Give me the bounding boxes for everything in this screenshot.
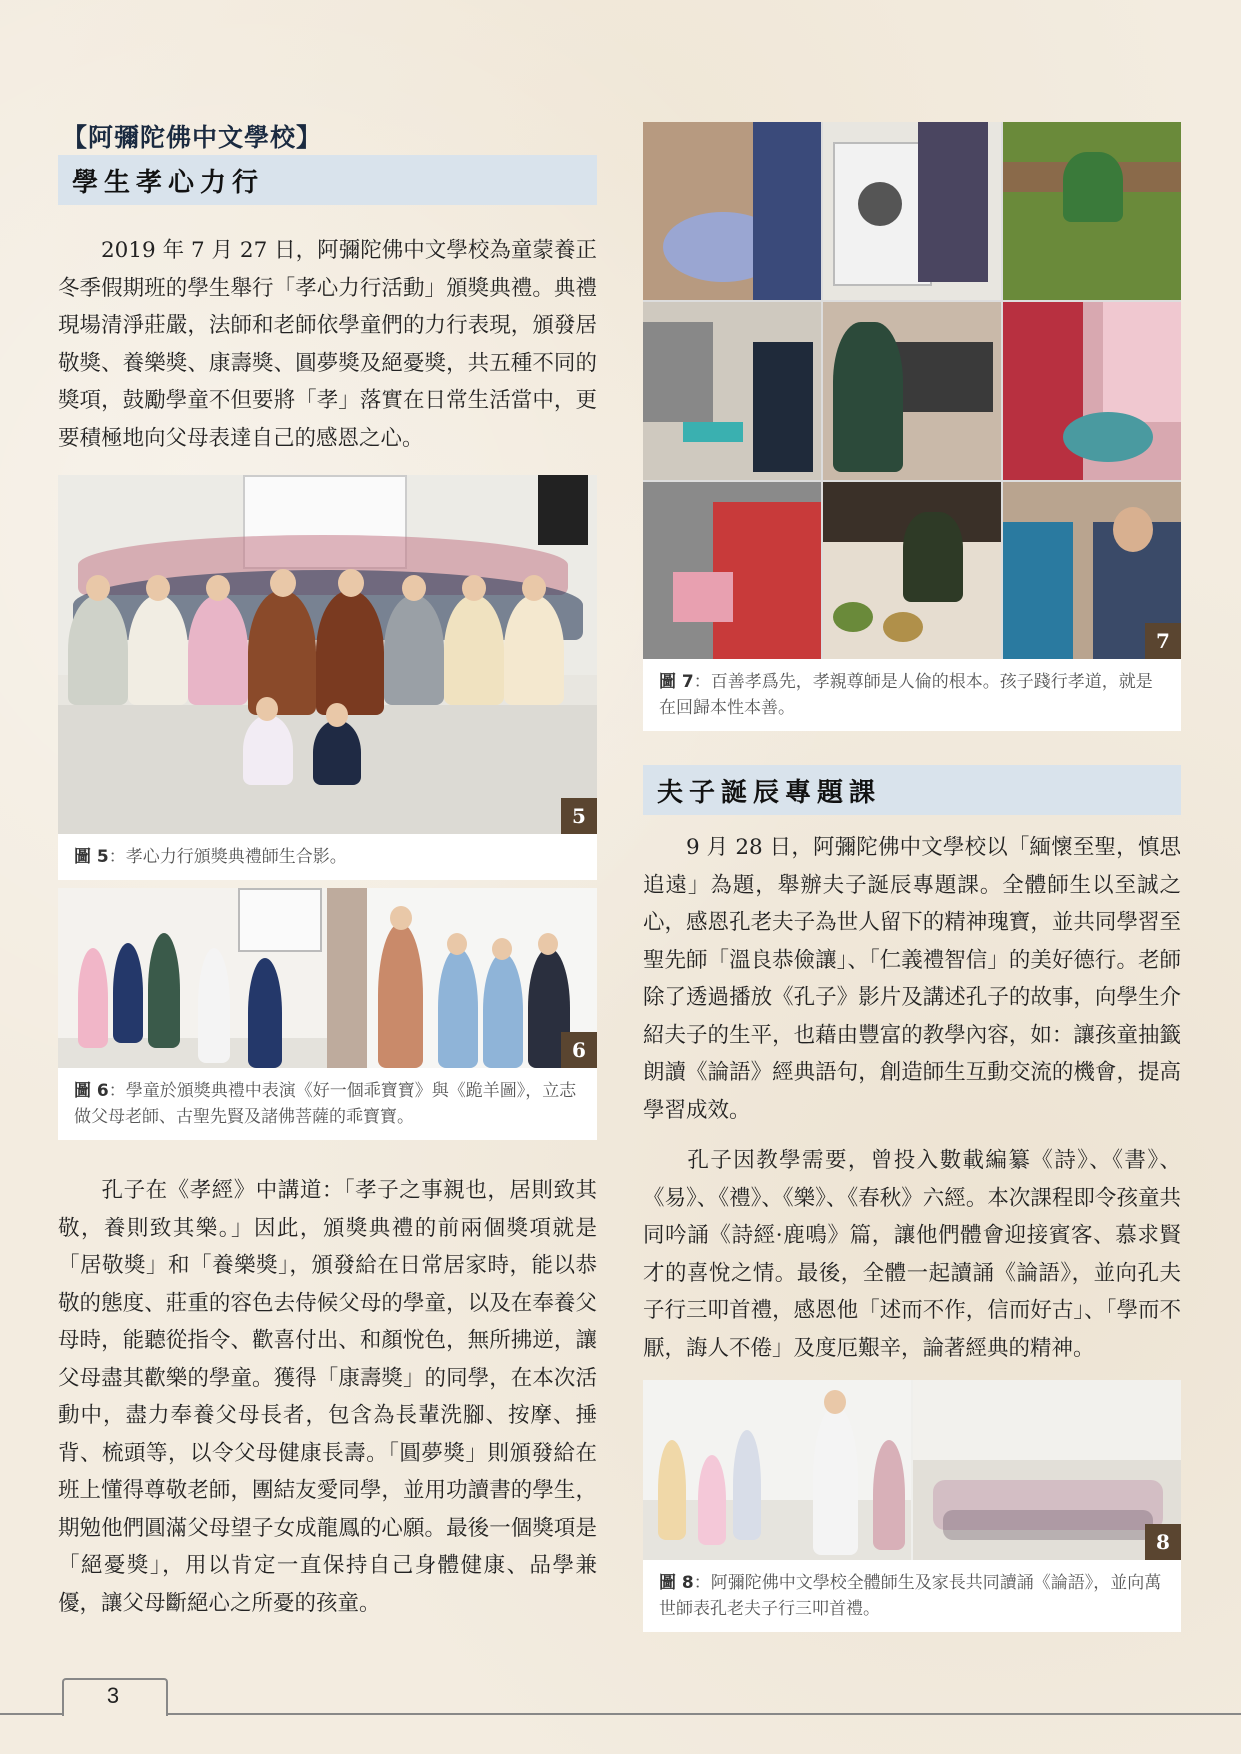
caption-figure-6-text: ：學童於頒獎典禮中表演《好一個乖寶寶》與《跪羊圖》，立志做父母老師、古聖先賢及諸佛菩薩的乖寶寶。 xyxy=(74,1081,577,1127)
caption-figure-8-text: ：阿彌陀佛中文學校全體師生及家長共同讀誦《論語》，並向萬世師表孔老夫子行三叩首禮。 xyxy=(659,1573,1162,1619)
figure-6-badge: 6 xyxy=(561,1032,597,1068)
footer-line xyxy=(0,1713,1241,1715)
photo-grid-filial-acts xyxy=(643,122,1181,659)
heading-filial-piety-text: 學生孝心力行 xyxy=(72,167,265,198)
paragraph-confucius-lesson-text: 9 月 28 日，阿彌陀佛中文學校以「緬懷至聖，慎思追遠」為題，舉辦夫子誕辰專題課。全體師生以至誠之心，感恩孔老夫子為世人留下的精神瑰寶，並共同學習至聖先師「溫良恭儉讓」、「仁義禮智信」的美好德行。老師除了透過播放《孔子》影片及講述孔子的故事，向學生介紹夫子的生平，也藉由豐富的教學內容，如：讓孩童抽籤朗讀《論語》經典語句，創造師生互動交流的機會，提高學習成效。 xyxy=(643,835,1181,1123)
caption-figure-7-text: ：百善孝爲先，孝親尊師是人倫的根本。孩子踐行孝道，就是在回歸本性本善。 xyxy=(659,672,1153,718)
paragraph-six-classics xyxy=(643,1142,1181,1367)
caption-figure-7 xyxy=(643,659,1181,731)
page-number: 3 xyxy=(106,1683,120,1708)
caption-figure-5-text: ：孝心力行頒獎典禮師生合影。 xyxy=(108,847,347,867)
caption-figure-5 xyxy=(58,834,597,880)
caption-figure-8-label: 圖 8 xyxy=(659,1573,694,1593)
paragraph-awards-explained xyxy=(58,1172,597,1622)
figure-5-badge: 5 xyxy=(561,798,597,834)
paragraph-award-ceremony-text: 2019 年 7 月 27 日，阿彌陀佛中文學校為童蒙養正冬季假期班的學生舉行「孝心力行活動」頒獎典禮。典禮現場清淨莊嚴，法師和老師依學童們的力行表現，頒發居敬獎、養樂獎、康壽獎、圓夢獎及絕憂獎，共五種不同的獎項，鼓勵學童不但要將「孝」落實在日常生活當中，更要積極地向父母表達自己的感恩之心。 xyxy=(58,238,597,451)
caption-figure-8 xyxy=(643,1560,1181,1632)
figure-8-badge: 8 xyxy=(1145,1524,1181,1560)
paragraph-six-classics-text: 孔子因教學需要，曾投入數載編纂《詩》、《書》、《易》、《禮》、《樂》、《春秋》六經。本次課程即令孩童共同吟誦《詩經·鹿鳴》篇，讓他們體會迎接賓客、慕求賢才的喜悅之情。最後，全體一起讀誦《論語》，並向孔夫子行三叩首禮，感恩他「述而不作，信而好古」、「學而不厭，誨人不倦」及度厄艱辛，論著經典的精神。 xyxy=(643,1148,1181,1361)
caption-figure-5-label: 圖 5 xyxy=(74,847,109,867)
paragraph-award-ceremony xyxy=(58,232,597,457)
photo-group-award-ceremony xyxy=(58,475,597,834)
caption-figure-6 xyxy=(58,1068,597,1140)
heading-confucius-birthday-text: 夫子誕辰專題課 xyxy=(657,777,882,808)
paragraph-awards-explained-text: 孔子在《孝經》中講道：「孝子之事親也，居則致其敬，養則致其樂。」因此，頒獎典禮的前兩個獎項就是「居敬獎」和「養樂獎」，頒發給在日常居家時，能以恭敬的態度、莊重的容色去侍候父母的學童，以及在奉養父母時，能聽從指令、歡喜付出、和顏悅色，無所拂逆，讓父母盡其歡樂的學童。獲得「康壽獎」的同學，在本次活動中，盡力奉養父母長者，包含為長輩洗腳、按摩、捶背、梳頭等，以令父母健康長壽。「圓夢獎」則頒發給在班上懂得尊敬老師，團結友愛同學，並用功讀書的學生，期勉他們圓滿父母望子女成龍鳳的心願。最後一個獎項是「絕憂獎」，用以肯定一直保持自己身體健康、品學兼優，讓父母斷絕心之所憂的孩童。 xyxy=(58,1178,597,1616)
caption-figure-6-label: 圖 6 xyxy=(74,1081,109,1101)
section-tag: 【阿彌陀佛中文學校】 xyxy=(62,123,323,152)
photo-student-performance xyxy=(58,888,597,1068)
heading-filial-piety xyxy=(58,155,597,205)
paragraph-confucius-lesson xyxy=(643,829,1181,1129)
figure-7-badge: 7 xyxy=(1145,623,1181,659)
photo-analects-recitation xyxy=(643,1380,1181,1560)
heading-confucius-birthday xyxy=(643,765,1181,815)
caption-figure-7-label: 圖 7 xyxy=(659,672,694,692)
